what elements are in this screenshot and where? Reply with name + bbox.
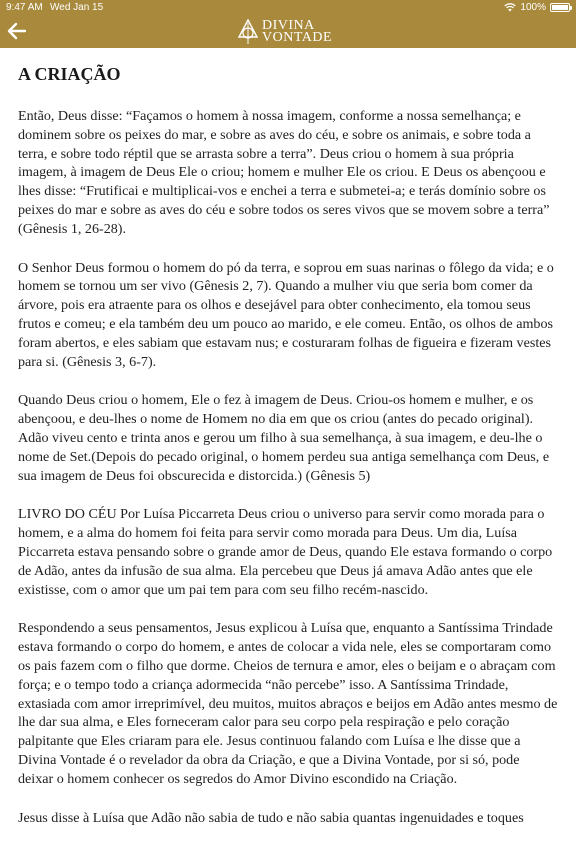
article-title: A CRIAÇÃO — [18, 64, 121, 84]
logo-line2: VONTADE — [262, 30, 333, 45]
battery-fill — [552, 5, 568, 10]
battery-percent: 100% — [520, 2, 546, 13]
status-date: Wed Jan 15 — [50, 2, 104, 13]
status-time: 9:47 AM — [6, 2, 43, 13]
article-paragraph-3: Quando Deus criou o homem, Ele o fez à imagem de Deus. Criou-os homem e mulher, e os abençoou, e deu-lhes o nome de Homem no dia em que os criou (antes do pecado original). Adão viveu cento e trinta anos e gerou um filho à sua semelhança, à sua imagem, e deu-lhe o nome de Set.(Depois do pecado original, o homem perdeu sua antiga semelhança com Deus, e sua imagem de Deus foi obscurecida e distorcida.) (Gênesis 5) — [18, 392, 550, 484]
app-logo — [238, 17, 332, 47]
logo-mark-icon — [238, 19, 258, 45]
battery-icon — [550, 3, 570, 12]
article-paragraph-5: Respondendo a seus pensamentos, Jesus explicou à Luísa que, enquanto a Santíssima Trindade estava formando o corpo do homem, e antes de colocar a vida nele, eles se comportaram como os pais fazem com o filho que dorme. Cheios de ternura e amor, eles o beijam e o abraçam com força; e o tempo todo a criança adormecida “não percebe” isso. A Santíssima Trindade, extasiada com amor irreprimível, deu muitos, muitos abraços e beijos em Adão antes mesmo de lhe dar sua alma, e Eles forneceram calor para seu corpo pela respiração e pelo coração palpitante que Eles criaram para ele. Jesus continuou falando com Luísa e lhe disse que a Divina Vontade é o revelador da obra da Criação, e que a Divina Vontade, por si só, pode deixar o homem conhecer os segredos do Amor Divino escondido na Criação. — [18, 620, 558, 787]
status-right — [504, 2, 570, 13]
article-paragraph-4: LIVRO DO CÉU Por Luísa Piccarreta Deus criou o universo para servir como morada para o homem, e a alma do homem foi feita para servir como morada para Deus. Um dia, Luísa Piccarreta estava pensando sobre o grande amor de Deus, quando Ele estava formando o corpo de Adão, antes da infusão de sua alma. Ela percebeu que Deus já amava Adão antes que ele existisse, com o amor que um pai tem para com seu filho recém-nascido. — [18, 506, 553, 598]
article-paragraph-1: Então, Deus disse: “Façamos o homem à nossa imagem, conforme a nossa semelhança; e dominem sobre os peixes do mar, e sobre as aves do céu, e sobre os animais, e sobre toda a terra, e sobre todo réptil que se arrasta sobre a terra”. Deus criou o homem à sua própria imagem, à imagem de Deus Ele o criou; homem e mulher Ele os criou. E Deus os abençoou e lhes disse: “Frutificai e multiplicai-vos e enchei a terra e submetei-a; e terás domínio sobre os peixes do mar e sobre as aves do céu e sobre todos os seres vivos que se movem sobre a terra” (Gênesis 1, 26-28). — [18, 108, 550, 237]
logo-text — [262, 20, 332, 44]
article-paragraph-2: O Senhor Deus formou o homem do pó da terra, e soprou em suas narinas o fôlego da vida; e o homem se tornou um ser vivo (Gênesis 2, 7). Quando a mulher viu que seria bom comer da árvore, pois era atraente para os olhos e desejável para obter conhecimento, ela tomou seus frutos e comeu; e ela também deu um pouco ao marido, e ele comeu. Então, os olhos de ambos foram abertos, e eles sabiam que estavam nus; e costuraram folhas de figueira e fizeram vestes para si. (Gênesis 3, 6-7). — [18, 259, 554, 370]
article — [18, 64, 558, 847]
wifi-icon — [504, 3, 516, 12]
article-paragraph-6: Jesus disse à Luísa que Adão não sabia de tudo e não sabia quantas ingenuidades e toques — [18, 809, 524, 826]
top-bar — [0, 0, 576, 48]
logo-line1: DIVINA — [262, 18, 315, 33]
arrow-left-icon[interactable] — [6, 20, 28, 42]
status-bar — [0, 0, 576, 16]
